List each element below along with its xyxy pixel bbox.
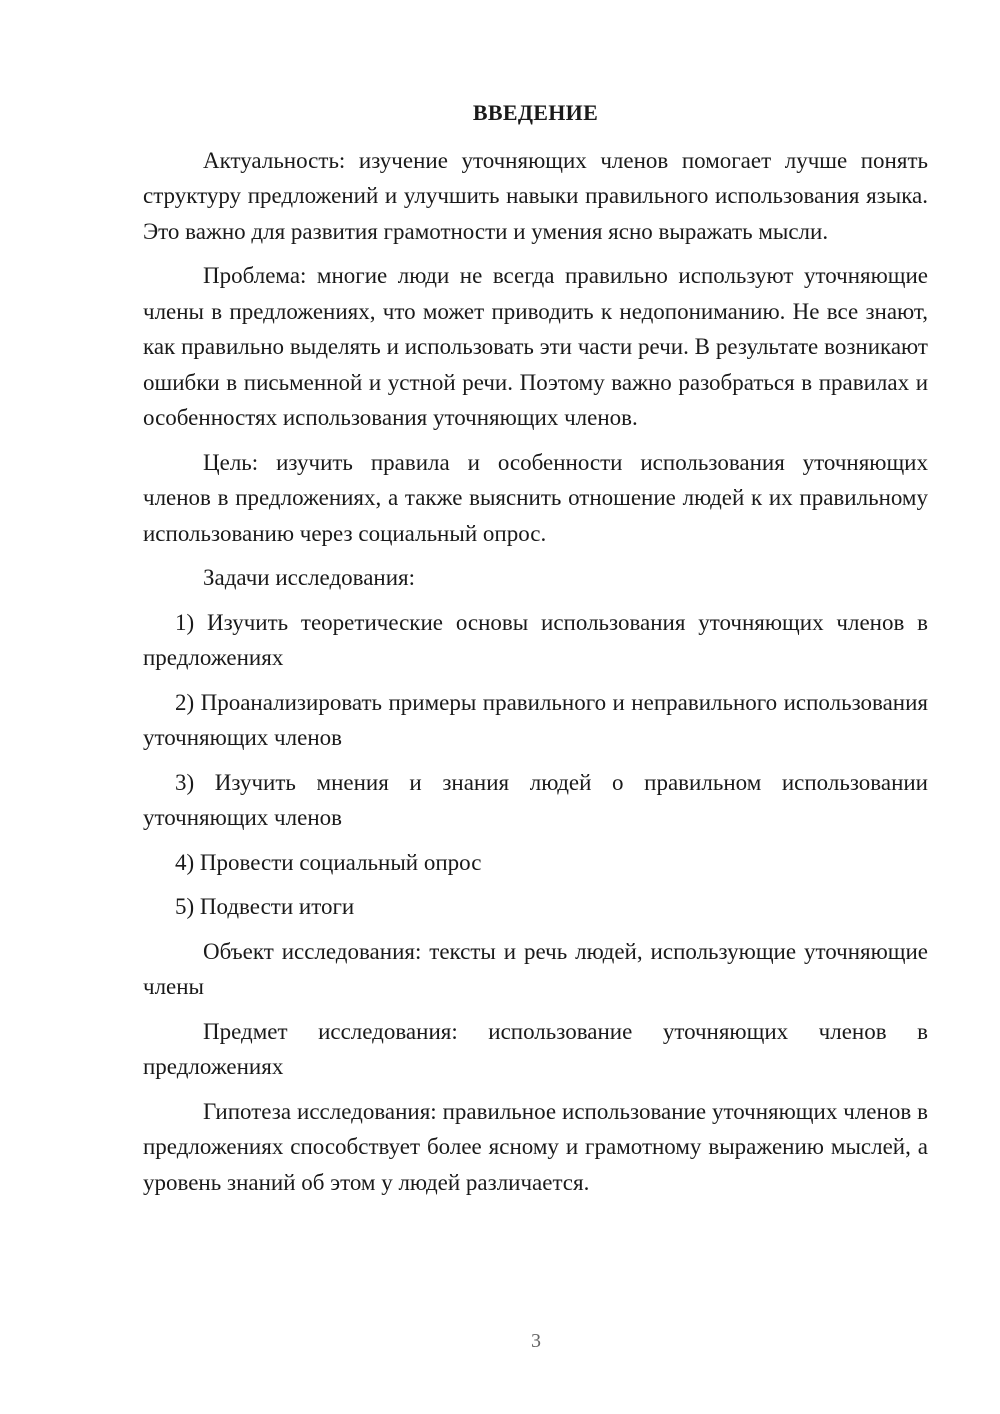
task-item-4: 4) Провести социальный опрос [175,849,482,875]
section-heading: ВВЕДЕНИЕ [472,100,599,125]
page-number: 3 [531,1330,541,1352]
goal-paragraph: Цель: изучить правила и особенности использования уточняющих членов в предложениях, а также выяснить отношение людей к их правильному использованию через социальный опрос. [143,449,928,546]
problem-paragraph: Проблема: многие люди не всегда правильно используют уточняющие члены в предложениях, что может приводить к недопониманию. Не все знают, как правильно выделять и использовать эти части речи. В результате возникают ошибки в письменной и устной речи. Поэтому важно разобраться в правилах и особенностях использования уточняющих членов. [143,263,928,430]
task-item-2: 2) Проанализировать примеры правильного и неправильного использования уточняющих членов [143,689,928,750]
relevance-paragraph: Актуальность: изучение уточняющих членов помогает лучше понять структуру предложений и улучшить навыки правильного использования языка. Это важно для развития грамотности и умения ясно выражать мысли. [143,147,928,244]
hypothesis-paragraph: Гипотеза исследования: правильное использование уточняющих членов в предложениях способствует более ясному и грамотному выражению мыслей, а уровень знаний об этом у людей различается. [143,1098,928,1195]
task-item-3: 3) Изучить мнения и знания людей о правильном использовании уточняющих членов [143,769,928,830]
task-item-5: 5) Подвести итоги [175,894,355,919]
subject-paragraph: Предмет исследования: использование уточняющих членов в предложениях [143,1018,928,1079]
object-paragraph: Объект исследования: тексты и речь людей, использующие уточняющие члены [143,938,928,999]
task-item-1: 1) Изучить теоретические основы использования уточняющих членов в предложениях [143,609,928,670]
tasks-title: Задачи исследования: [203,565,416,590]
page-content [143,95,928,1209]
